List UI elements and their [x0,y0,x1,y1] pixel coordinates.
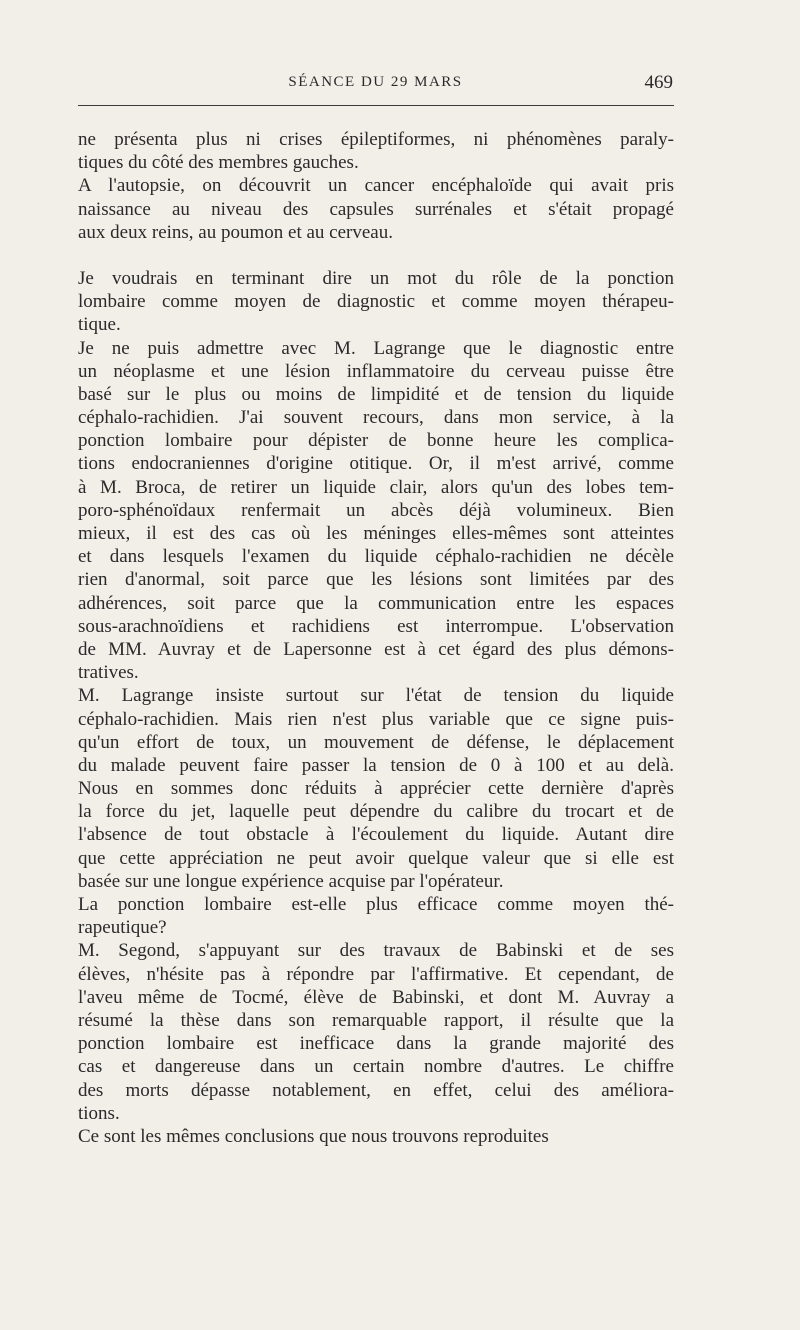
paragraph [78,893,674,939]
paragraph [78,939,674,1125]
text-line: cas et dangereuse dans un certain nombre d'autres. Le chiffre [78,1056,674,1078]
text-line: élèves, n'hésite pas à répondre par l'affirmative. Et cependant, de [78,963,674,985]
text-line: qu'un effort de toux, un mouvement de défense, le déplacement [78,731,674,753]
text-line: résumé la thèse dans son remarquable rapport, il résulte que la [78,1009,674,1031]
text-line: la force du jet, laquelle peut dépendre du calibre du trocart et de [78,801,674,823]
text-line: des morts dépasse notablement, en effet, celui des améliora- [78,1079,674,1101]
text-line: aux deux reins, au poumon et au cerveau. [78,221,393,243]
text-body [78,128,674,1148]
text-line: tratives. [78,662,139,684]
paragraph [78,174,674,244]
text-line: Je voudrais en terminant dire un mot du rôle de la ponction [78,267,674,289]
paragraph [78,267,674,337]
paragraph [78,1125,674,1148]
text-line: basé sur le plus ou moins de limpidité et de tension du liquide [78,383,674,405]
text-line: poro-sphénoïdaux renfermait un abcès déjà volumineux. Bien [78,499,674,521]
text-line: à M. Broca, de retirer un liquide clair, alors qu'un des lobes tem- [78,476,674,498]
text-line: mieux, il est des cas où les méninges elles-mêmes sont atteintes [78,523,674,544]
text-line: basée sur une longue expérience acquise par l'opérateur. [78,870,504,892]
text-line: La ponction lombaire est-elle plus efficace comme moyen thé- [78,894,674,915]
text-line: adhérences, soit parce que la communication entre les espaces [78,592,674,614]
text-line: M. Segond, s'appuyant sur des travaux de Babinski et de ses [78,940,674,962]
text-line: l'aveu même de Tocmé, élève de Babinski, et dont M. Auvray a [78,986,674,1008]
text-line: ne présenta plus ni crises épileptiformes, ni phénomènes paraly- [78,129,674,150]
section-gap [78,244,674,267]
text-line: Nous en sommes donc réduits à apprécier cette dernière d'après [78,778,674,800]
text-line: tions endocraniennes d'origine otitique. Or, il m'est arrivé, comme [78,453,674,475]
text-line: Je ne puis admettre avec M. Lagrange que le diagnostic entre [78,337,674,359]
paragraph [78,337,674,685]
text-line: céphalo-rachidien. Mais rien n'est plus variable que ce signe puis- [78,708,674,730]
running-head: SÉANCE DU 29 MARS [288,74,463,90]
text-line: un néoplasme et une lésion inflammatoire du cerveau puisse être [78,360,674,382]
text-line: et dans lesquels l'examen du liquide céphalo-rachidien ne décèle [78,546,674,568]
text-line: M. Lagrange insiste surtout sur l'état de tension du liquide [78,685,674,707]
text-line: lombaire comme moyen de diagnostic et comme moyen thérapeu- [78,291,674,313]
text-line: tions. [78,1102,120,1124]
text-line: tique. [78,314,121,336]
text-line: naissance au niveau des capsules surrénales et s'était propagé [78,198,674,220]
text-line: que cette appréciation ne peut avoir quelque valeur que si elle est [78,847,674,869]
text-line: Ce sont les mêmes conclusions que nous trouvons reproduites [78,1125,549,1147]
text-line: de MM. Auvray et de Lapersonne est à cet égard des plus démons- [78,638,674,660]
text-line: rapeutique? [78,917,167,939]
text-line: l'absence de tout obstacle à l'écoulement du liquide. Autant dire [78,824,674,846]
text-line: rien d'anormal, soit parce que les lésions sont limitées par des [78,569,674,591]
page-header [78,72,673,98]
paragraph [78,128,674,174]
text-line: tiques du côté des membres gauches. [78,152,359,174]
page-number: 469 [644,72,673,93]
text-line: du malade peuvent faire passer la tension de 0 à 100 et au delà. [78,754,674,776]
text-line: ponction lombaire est inefficace dans la grande majorité des [78,1033,674,1055]
text-line: ponction lombaire pour dépister de bonne heure les complica- [78,430,674,452]
header-rule [78,105,674,106]
text-line: céphalo-rachidien. J'ai souvent recours, dans mon service, à la [78,407,674,429]
text-line: A l'autopsie, on découvrit un cancer encéphaloïde qui avait pris [78,175,674,197]
text-line: sous-arachnoïdiens et rachidiens est interrompue. L'observation [78,615,674,637]
paragraph [78,684,674,893]
